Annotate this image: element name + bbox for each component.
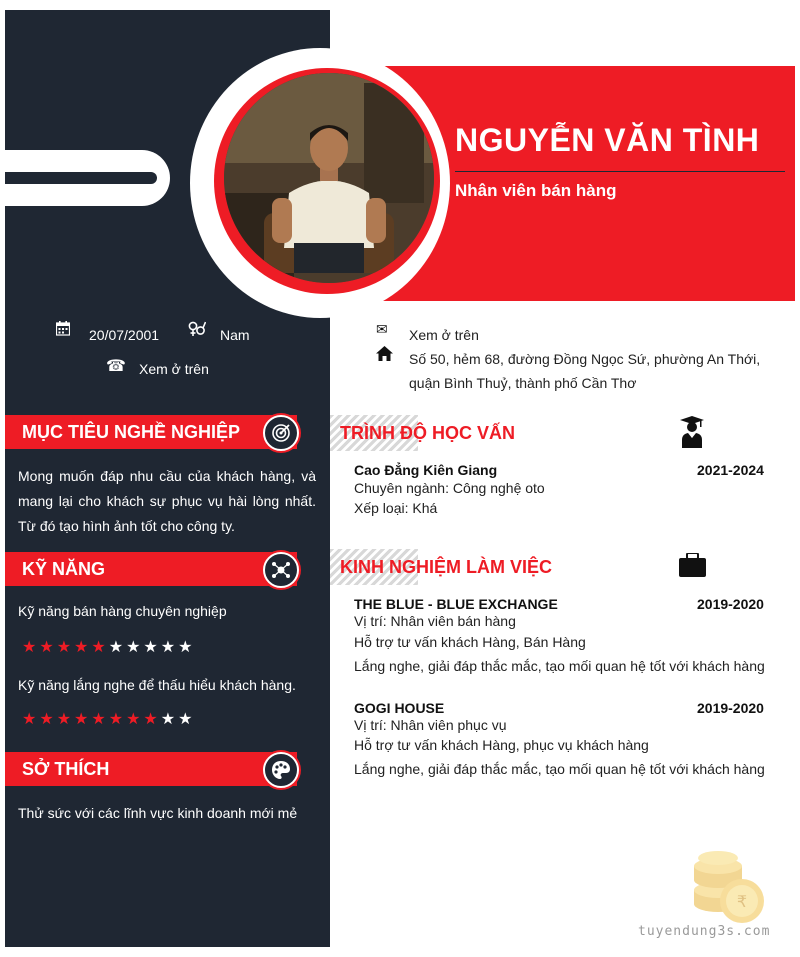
job-duty: Lắng nghe, giải đáp thắc mắc, tạo mối quan hệ tốt với khách hàng [354,761,765,777]
star-empty-icon: ★ [178,639,196,656]
job-duty: Lắng nghe, giải đáp thắc mắc, tạo mối quan hệ tốt với khách hàng [354,658,765,674]
skills-header [5,552,297,586]
objective-line: Mong muốn đáp nhu cầu của khách hàng, và [18,468,316,484]
star-filled-icon: ★ [74,639,92,656]
objective-title: MỤC TIÊU NGHỀ NGHIỆP [22,422,241,442]
hobbies-header [5,752,297,786]
star-filled-icon: ★ [22,639,40,656]
skills-title: KỸ NĂNG [22,559,106,579]
star-empty-icon: ★ [143,639,161,656]
briefcase-icon [679,553,706,582]
job-period: 2019-2020 [697,596,764,612]
education-school: Cao Đẳng Kiên Giang [354,462,498,478]
palette-icon [263,752,299,788]
star-filled-icon: ★ [39,639,57,656]
star-empty-icon: ★ [126,639,144,656]
skill-rating [22,709,195,729]
star-filled-icon: ★ [91,711,109,728]
star-filled-icon: ★ [56,711,75,728]
skill-rating [22,637,195,657]
email: Xem ở trên [409,327,479,343]
star-empty-icon: ★ [178,711,196,728]
candidate-name: NGUYỄN VĂN TÌNH [455,122,760,158]
address-line-1: Số 50, hẻm 68, đường Đồng Ngọc Sứ, phường An Thới, [409,351,761,367]
job-period: 2019-2020 [697,700,764,716]
job-title: Nhân viên bán hàng [455,181,617,200]
objective-line: Từ đó tạo hình ảnh tốt cho công ty. [18,518,235,534]
graduate-icon [680,416,704,453]
objective-text [18,464,316,539]
envelope-icon: ✉ [376,321,388,337]
calendar-icon [56,321,70,340]
hobbies-text: Thử sức với các lĩnh vực kinh doanh mới mẻ [18,805,298,821]
skill-label: Kỹ năng bán hàng chuyên nghiệp [18,603,227,619]
network-icon [263,552,299,588]
gender-icon [188,321,206,341]
star-filled-icon: ★ [91,639,109,656]
home-icon [376,346,393,365]
star-filled-icon: ★ [56,639,75,656]
avatar-photo [224,73,434,283]
star-filled-icon: ★ [126,711,144,728]
star-filled-icon: ★ [22,711,40,728]
address-line-2: quận Bình Thuỷ, thành phố Cần Thơ [409,375,637,391]
job-duty: Hỗ trợ tư vấn khách Hàng, Bán Hàng [354,634,586,650]
education-title: TRÌNH ĐỘ HỌC VẤN [340,423,515,443]
star-filled-icon: ★ [143,711,161,728]
objective-line: mang lại cho khách sự phục vụ hài lòng nhất. [18,493,316,509]
star-filled-icon: ★ [108,711,127,728]
watermark: tuyendung3s.com [638,924,771,939]
education-period: 2021-2024 [697,462,764,478]
skill-label: Kỹ năng lắng nghe để thấu hiểu khách hàng. [18,677,296,693]
job-company: THE BLUE - BLUE EXCHANGE [354,596,558,612]
star-empty-icon: ★ [160,639,179,656]
decorative-pill-inner [5,172,157,184]
experience-title: KINH NGHIỆM LÀM VIỆC [340,557,553,577]
name-divider [455,171,785,172]
target-icon [263,415,299,451]
star-filled-icon: ★ [74,711,92,728]
education-grade: Xếp loại: Khá [354,500,438,516]
job-duty: Hỗ trợ tư vấn khách Hàng, phục vụ khách hàng [354,737,649,753]
birthday: 20/07/2001 [89,327,160,343]
phone-icon: ☎ [106,358,126,375]
star-empty-icon: ★ [108,639,127,656]
education-major: Chuyên ngành: Công nghệ oto [354,480,545,496]
coins-icon [688,846,768,931]
hobbies-title: SỞ THÍCH [22,759,110,779]
svg-text:₹: ₹ [736,892,748,911]
gender: Nam [220,327,250,343]
avatar [224,73,434,283]
phone: Xem ở trên [139,361,209,377]
star-empty-icon: ★ [160,711,179,728]
job-position: Vị trí: Nhân viên bán hàng [354,613,516,629]
star-filled-icon: ★ [39,711,57,728]
objective-header [5,415,297,449]
job-position: Vị trí: Nhân viên phục vụ [354,717,507,733]
job-company: GOGI HOUSE [354,700,445,716]
